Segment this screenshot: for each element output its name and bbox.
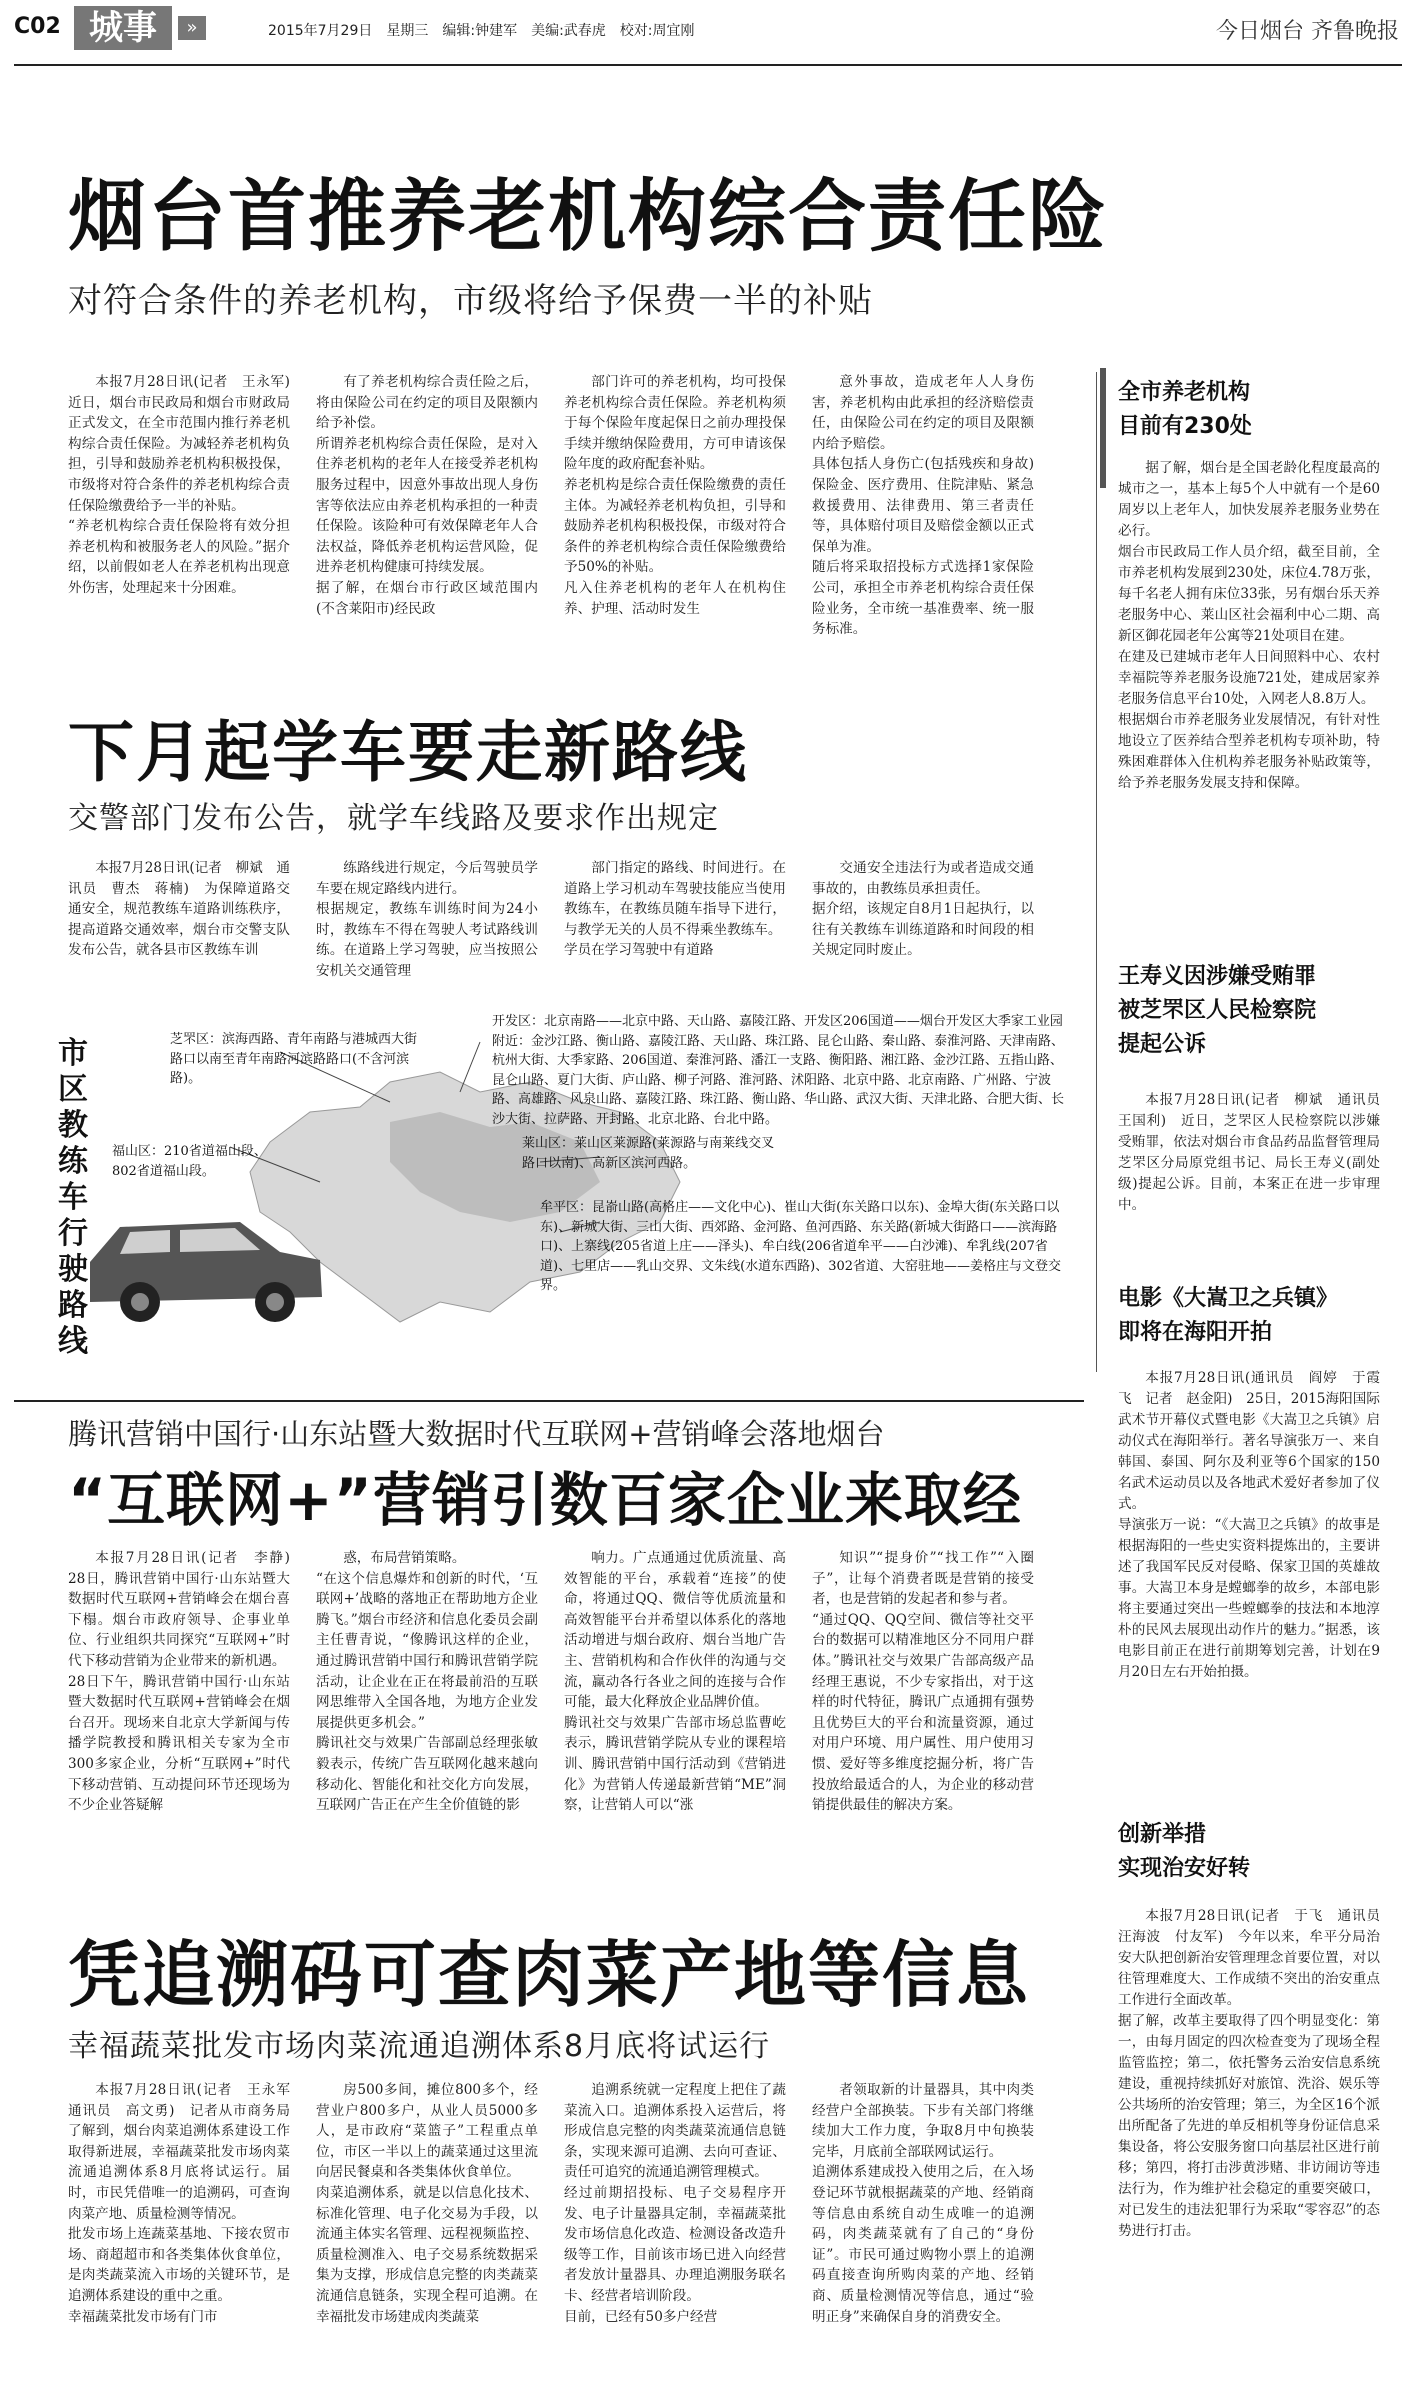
article3-column-1: 本报7月28日讯(记者 李静) 28日，腾讯营销中国行·山东站暨大数据时代互联网+营销峰会在烟台喜下榻。烟台市政府领导、企事业单位、行业组织共同探究“互联网+”时代下移动营销为企业带来的新机遇。 28日下午，腾讯营销中国行·山东站暨大数据时代互联网+营销峰会在烟台召开。现场来自北京大学新闻与传播学院教授和腾讯相关专家为全市300多家企业，分析“互联网+”时代下移动营销、互动提问环节还现场为不少企业答疑解 (68, 1550, 290, 1814)
issue-meta: 2015年7月29日 星期三 编辑:钟建军 美编:武春虎 校对:周宜刚 (268, 23, 695, 39)
sidebar3-title: 电影《大嵩卫之兵镇》 即将在海阳开拍 (1118, 1286, 1339, 1345)
article3-column-2: 惑，布局营销策略。 “在这个信息爆炸和创新的时代，‘互联网+’战略的落地正在帮助地方企业腾飞。”烟台市经济和信息化委员会副主任曹青说，“像腾讯这样的企业，通过腾讯营销中国行和腾讯营销学院活动，让企业在正在将最前沿的互联网思维带入全国各地，为地方企业发展提供更多机会。” 腾讯社交与效果广告部副总经理张敏毅表示，传统广告互联网化越来越向移动化、智能化和社交化方向发展，互联网广告正在产生全价值链的影 (316, 1550, 538, 1814)
masthead (0, 0, 1417, 70)
article4-subhead: 幸福蔬菜批发市场肉菜流通追溯体系8月底将试运行 (68, 2029, 771, 2064)
article2-column-3: 部门指定的路线、时间进行。在道路上学习机动车驾驶技能应当使用教练车，在教练员随车指导下进行，与教学无关的人员不得乘坐教练车。 学员在学习驾驶中有道路 (564, 860, 786, 959)
article2-column-2: 练路线进行规定，今后驾驶员学车要在规定路线内进行。 根据规定，教练车训练时间为24小时，教练车不得在驾驶人考试路线训练。在道路上学习驾驶，应当按照公安机关交通管理 (316, 860, 538, 979)
section-arrow-icon: » (178, 16, 206, 40)
page-code: C02 (14, 14, 61, 39)
article2-column-4: 交通安全违法行为或者造成交通事故的，由教练员承担责任。 据介绍，该规定自8月1日起执行，以往有关教练车训练道路和时间段的相关规定同时废止。 (812, 860, 1034, 959)
article4-column-4: 者领取新的计量器具，其中肉类经营户全部换装。下步有关部门将继续加大工作力度，争取8月中旬换装完毕，月底前全部联网试运行。 追溯体系建成投入使用之后，在入场登记环节就根据蔬菜的产地、经销商等信息由系统自动生成唯一的追溯码，肉类蔬菜就有了自己的“身份证”。市民可通过购物小票上的追溯码直接查询所购肉菜的产地、经销商、质量检测情况等信息，通过“验明正身”来确保自身的消费安全。 (812, 2082, 1034, 2325)
article3-column-4: 知识”“提身价”“找工作”“入圈子”，让每个消费者既是营销的接受者，也是营销的发起者和参与者。 “通过QQ、QQ空间、微信等社交平台的数据可以精准地区分不同用户群体。”腾讯社交与效果广告部高级产品经理王惠说，不少专家指出，对于这样的时代特征，腾讯广点通拥有强势且优势巨大的平台和流量资源，通过对用户环境、用户属性、用户使用习惯、爱好等多维度挖掘分析，将广告投放给最适合的人，为企业的移动营销提供最佳的解决方案。 (812, 1550, 1034, 1814)
article4-column-3: 追溯系统就一定程度上把住了蔬菜流入口。追溯体系投入运营后，将形成信息完整的肉类蔬菜流通信息链条，实现来源可追溯、去向可查证、责任可追究的流通追溯管理模式。 经过前期招投标、电子交易程序开发、电子计量器具定制，幸福蔬菜批发市场信息化改造、检测设备改造升级等工作，目前该市场已进入向经营者发放计量器具、办理追溯服务联名卡、经营者培训阶段。 目前，已经有50多户经营 (564, 2082, 786, 2325)
sidebar1-title: 全市养老机构 目前有230处 (1118, 380, 1252, 439)
sidebar1-body: 据了解，烟台是全国老龄化程度最高的城市之一，基本上每5个人中就有一个是60周岁以上老年人，加快发展养老服务业势在必行。 烟台市民政局工作人员介绍，截至目前，全市养老机构发展到230处，床位4.78万张，每千名老人拥有床位33张，另有烟台乐天养老服务中心、莱山区社会福利中心二期、高新区御花园老年公寓等21处项目在建。 在建及已建城市老年人日间照料中心、农村幸福院等养老服务设施721处，建成居家养老服务信息平台10处，入网老人8.8万人。 根据烟台市养老服务业发展情况，有针对性地设立了医养结合型养老机构专项补助，特殊困难群体入住机构养老服务补贴政策等，给予养老服务发展支持和保障。 (1118, 460, 1380, 791)
article3-headline: “互联网+”营销引数百家企业来取经 (68, 1466, 1022, 1534)
article1-column-2: 有了养老机构综合责任险之后，将由保险公司在约定的项目及限额内给予补偿。 所谓养老机构综合责任保险，是对入住养老机构的老年人在接受养老机构服务过程中，因意外事故出现人身伤害等依法应由养老机构承担的一种责任保险。该险种可有效保障老年人合法权益，降低养老机构运营风险，促进养老机构健康可持续发展。 据了解，在烟台市行政区域范围内(不含莱阳市)经民政 (316, 374, 538, 617)
car-icon (90, 1222, 322, 1322)
route-kaifa: 开发区：北京南路——北京中路、天山路、嘉陵江路、开发区206国道——烟台开发区大季家工业园附近：金沙江路、衡山路、嘉陵江路、天山路、珠江路、昆仑山路、秦山路、泰淮河路、天津南路、杭州大街、大季家路、206国道、秦淮河路、潘江一支路、衡阳路、湘江路、金沙江路、五指山路、昆仑山路、夏门大街、庐山路、柳子河路、淮河路、沭阳路、北京中路、北京南路、广州路、宁波路、高雄路、风泉山路、嘉陵江路、珠江路、衡山路、华山路、武汉大街、天津北路、合肥大街、长沙大街、拉萨路、开封路、北京北路、台北中路。 (492, 1014, 1065, 1127)
article1-headline: 烟台首推养老机构综合责任险 (68, 172, 1109, 262)
sidebar3-body: 本报7月28日讯(通讯员 阎婷 于霞飞 记者 赵金阳) 25日，2015海阳国际武术节开幕仪式暨电影《大嵩卫之兵镇》启动仪式在海阳举行。著名导演张万一、来自韩国、泰国、阿尔及利亚等6个国家的150名武术运动员以及各地武术爱好者参加了仪式。 导演张万一说：“《大嵩卫之兵镇》的故事是根据海阳的一些史实资料提炼出的，主要讲述了我国军民反对侵略、保家卫国的英雄故事。大嵩卫本身是螳螂拳的故乡，本部电影将主要通过突出一些螳螂拳的技法和本地淳朴的民风去展现出动作片的魅力。”据悉，该电影目前正在进行前期筹划完善，计划在9月20日左右开始拍摄。 (1118, 1370, 1380, 1680)
route-muping: 牟平区：昆嵛山路(高格庄——文化中心)、崔山大街(东关路口以东)、金埠大街(东关路口以东)、新城大街、三山大街、西郊路、金河路、鱼河西路、东关路(新城大街路口——滨海路口)、上寨线(205省道上庄——泽头)、牟白线(206省道牟平——白沙滩)、牟乳线(207省道)、七里店——乳山交界、文朱线(水道东西路)、302省道、大窑驻地——姜格庄与文登交界。 (540, 1200, 1062, 1293)
article2-subhead: 交警部门发布公告，就学车线路及要求作出规定 (68, 801, 719, 836)
newspaper-brand: 今日烟台 齐鲁晚报 (1216, 19, 1399, 44)
sidebar2-title: 王寿义因涉嫌受贿罪 被芝罘区人民检察院 提起公诉 (1118, 964, 1317, 1057)
routes-vertical-label: 市区教练车行驶路线 (58, 1036, 88, 1359)
article3-column-3: 响力。广点通通过优质流量、高效智能的平台，承载着“连接”的使命，将通过QQ、微信等优质流量和高效智能平台并希望以体系化的落地活动增进与烟台政府、烟台当地广告主、营销机构和合作伙伴的沟通与交流，赢动各行各业之间的连接与合作可能，最大化释放企业品牌价值。 腾讯社交与效果广告部市场总监曹屹表示，腾讯营销学院从专业的课程培训、腾讯营销中国行活动到《营销进化》为营销人传递最新营销“ME”洞察，让营销人可以“涨 (564, 1550, 786, 1814)
article1-column-3: 部门许可的养老机构，均可投保养老机构综合责任保险。养老机构须于每个保险年度起保日之前办理投保手续并缴纳保险费用，方可申请该保险年度的政府配套补贴。 养老机构是综合责任保险缴费的责任主体。为减轻养老机构负担，引导和鼓励养老机构积极投保，市级对符合条件的养老机构综合责任保险缴费给予50%的补贴。 凡入住养老机构的老年人在机构住养、护理、活动时发生 (564, 374, 786, 617)
article4-column-1: 本报7月28日讯(记者 王永军 通讯员 高文勇) 记者从市商务局了解到，烟台肉菜追溯体系建设工作取得新进展，幸福蔬菜批发市场肉菜流通追溯体系8月底将试运行。届时，市民凭借唯一的追溯码，可查询肉菜产地、质量检测等情况。 批发市场上连蔬菜基地、下接农贸市场、商超超市和各类集体伙食单位，是肉类蔬菜流入市场的关键环节，是追溯体系建设的重中之重。 幸福蔬菜批发市场有门市 (68, 2082, 290, 2325)
article1-column-1: 本报7月28日讯(记者 王永军) 近日，烟台市民政局和烟台市财政局正式发文，在全市范围内推行养老机构综合责任保险。为减轻养老机构负担，引导和鼓励养老机构积极投保，市级将对符合条件的养老机构综合责任保险缴费给予一半的补贴。 “养老机构综合责任保险将有效分担养老机构和被服务老人的风险。”据介绍，以前假如老人在养老机构出现意外伤害，处理起来十分困难。 (68, 374, 290, 596)
article3-kicker: 腾讯营销中国行·山东站暨大数据时代互联网+营销峰会落地烟台 (68, 1417, 885, 1451)
masthead-rule (14, 64, 1402, 66)
article4-headline: 凭追溯码可查肉菜产地等信息 (68, 1933, 1031, 2017)
article1-subhead: 对符合条件的养老机构，市级将给予保费一半的补贴 (68, 281, 873, 321)
sidebar-divider (1096, 372, 1097, 1372)
article2-headline: 下月起学车要走新路线 (68, 714, 748, 791)
sidebar2-body: 本报7月28日讯(记者 柳斌 通讯员 王国利) 近日，芝罘区人民检察院以涉嫌受贿罪，依法对烟台市食品药品监督管理局芝罘区分局原党组书记、局长王寿义(副处级)提起公诉。目前，本案正在进一步审理中。 (1118, 1092, 1394, 1213)
article4-column-2: 房500多间，摊位800多个，经营业户800多户，从业人员5000多人，是市政府“菜篮子”工程重点单位，市区一半以上的蔬菜通过这里流向居民餐桌和各类集体伙食单位。 肉菜追溯体系，就是以信息化技术、标准化管理、电子化交易为手段，以流通主体实名管理、远程视频监控、质量检测准入、电子交易系统数据采集为支撑，形成信息完整的肉类蔬菜流通信息链条，实现全程可追溯。在幸福批发市场建成肉类蔬菜 (316, 2082, 538, 2325)
article1-column-4: 意外事故，造成老年人人身伤害，养老机构由此承担的经济赔偿责任，由保险公司在约定的项目及限额内给予赔偿。 具体包括人身伤亡(包括残疾和身故)保险金、医疗费用、住院津贴、紧急救援费用、法律费用、第三者责任等，具体赔付项目及赔偿金额以正式保单为准。 随后将采取招投标方式选择1家保险公司，承担全市养老机构综合责任保险业务，全市统一基准费率、统一服务标准。 (812, 374, 1034, 638)
route-zhifu: 芝罘区：滨海西路、青年南路与港城西大街路口以南至青年南路河滨路路口(不含河滨路)。 (170, 1032, 418, 1086)
article3-rule (14, 1400, 1084, 1402)
route-laishan: 莱山区：莱山区莱源路(莱源路与南莱线交叉路口以南)、高新区滨河西路。 (522, 1136, 775, 1171)
sidebar1-accent-bar (1100, 368, 1106, 488)
section-label: 城事 (74, 6, 172, 50)
route-map-graphic (58, 1012, 1076, 1359)
route-fushan: 福山区：210省道福山段、802省道福山段。 (112, 1144, 267, 1179)
sidebar4-body: 本报7月28日讯(记者 于飞 通讯员 汪海波 付友军) 今年以来，牟平分局治安大队把创新治安管理理念首要位置，对以往管理难度大、工作成绩不突出的治安重点工作进行全面改革。 据了解，改革主要取得了四个明显变化：第一，由每月固定的四次检查变为了现场全程监管监控；第二，依托警务云治安信息系统建设，重视持续抓好对旅馆、洗浴、娱乐等公共场所的治安管理；第三，为全区16个派出所配备了先进的单反相机等身份证信息采集设备，将公安服务窗口向基层社区进行前移；第四，将打击涉黄涉赌、非访闹访等违法行为，作为维护社会稳定的重要突破口，对已发生的违法犯罪行为采取“零容忍”的态势进行打击。 (1118, 1908, 1380, 2239)
article2-column-1: 本报7月28日讯(记者 柳斌 通讯员 曹杰 蒋楠) 为保障道路交通安全，规范教练车道路训练秩序，提高道路交通效率，烟台市交警支队发布公告，就各县市区教练车训 (68, 860, 290, 959)
sidebar4-title: 创新举措 实现治安好转 (1118, 1822, 1251, 1881)
